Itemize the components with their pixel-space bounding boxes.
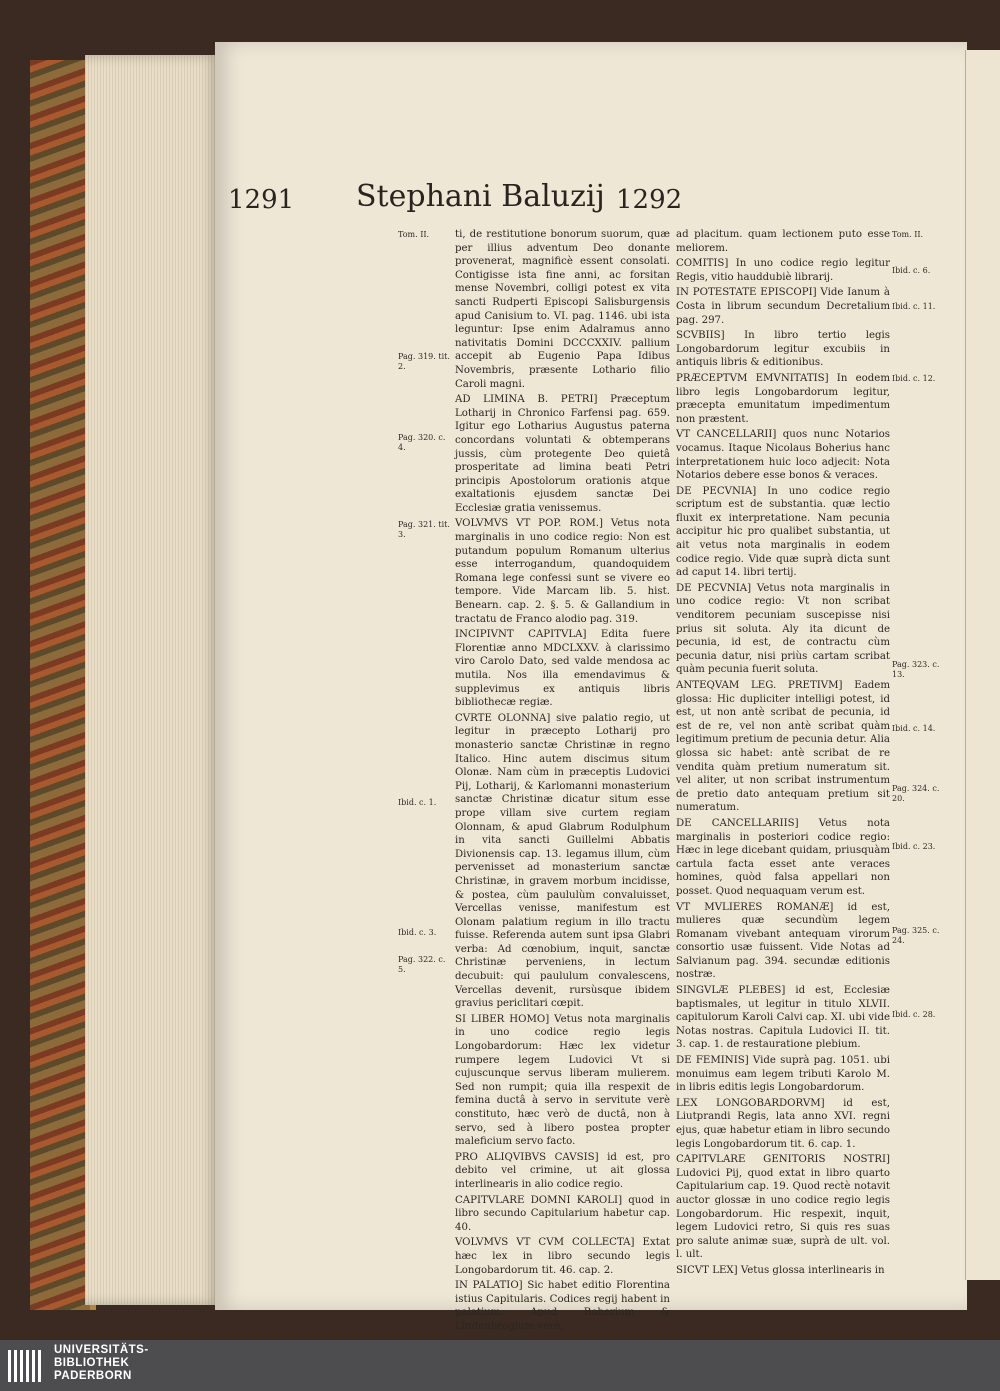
margin-note: Pag. 325. c. 24. bbox=[892, 926, 940, 945]
paragraph: INCIPIVNT CAPITVLA] Edita fuere Florentiæ anno MDCLXXV. à clarissimo viro Carolo Dato, sed valde mendosa ac mutila. Nos illa emendavimus & supplevimus ex antiquis libris bibliothecæ regiæ. bbox=[455, 629, 670, 709]
paragraph: CAPITVLARE DOMNI KAROLI] quod in libro secundo Capitularium habetur cap. 40. bbox=[455, 1194, 670, 1233]
margin-note: Pag. 324. c. 20. bbox=[892, 784, 940, 803]
paragraph: CVRTE OLONNA] sive palatio regio, ut legitur in præcepto Lotharij pro monasterio sanctæ Christinæ in regno Italico. Hinc autem discimus situm Olonæ. Nam cùm in præceptis Ludovici Pij, Lotharij, & Karlomanni monasterium sanctæ Christinæ dicatur situm esse prope villam sive curtem regiam Olonnam, & apud Glabrum Rodulphum in vita sancti Guillelmi Abbatis Divionensis cap. 13. legamus illum, cùm pervenisset ad monasterium sanctæ Christinæ, in gravem morbum incidisse, & postea, cùm paululùm convaluisset, Vercellas venisse, manifestum est Olonam palatium regium in illo tractu fuisse. Referenda autem sunt ipsa Glabri verba: Ad cœnobium, inquit, sanctæ Christinæ perveniens, in lectum decubuit: qui paululum convalescens, Vercellas devenit, rursùsque ibidem gravius periclitari cœpit. bbox=[455, 712, 670, 1010]
margin-note: Tom. II. bbox=[892, 230, 924, 239]
margin-note: Tom. II. bbox=[398, 230, 430, 239]
left-text-column bbox=[455, 228, 670, 1336]
paragraph: DE CANCELLARIIS] Vetus nota marginalis in posteriori codice regio: Hæc in lege dicebant quidam, priusquàm cartula facta esset ante veraces homines, quòd falsa appellari non posset. Quod nequaquam verum est. bbox=[676, 817, 890, 897]
margin-note: Ibid. c. 6. bbox=[892, 266, 931, 275]
paragraph: IN PALATIO] Sic habet editio Florentina istius Capitularis. Codices regij habent in palatium. Apud Boherium & Lindenbrogium verò, bbox=[455, 1280, 670, 1332]
paragraph: ANTEQVAM LEG. PRETIVM] Eadem glossa: Hic dupliciter intelligi potest, id est, ut non antè scribat de pecunia, id est de re, vel non antè scribat quàm legitimum pretium de pecunia detur. Alia glossa sic habet: antè scribat de re vendita quàm pretium numeratum sit. vel aliter, ut non scribat instrumentum de pretio dato antequam pretium sit numeratum. bbox=[676, 680, 890, 814]
right-text-column bbox=[676, 228, 890, 1280]
paragraph: VT CANCELLARII] quos nunc Notarios vocamus. Itaque Nicolaus Boherius hanc interpretationem huic loco adjecit: Nota Notarios debere esse bonos & veraces. bbox=[676, 429, 890, 482]
margin-note: Pag. 320. c. 4. bbox=[398, 433, 446, 452]
library-name bbox=[54, 1344, 149, 1383]
library-footer bbox=[0, 1340, 1000, 1391]
paragraph: VOLVMVS VT CVM COLLECTA] Extat hæc lex in libro secundo legis Longobardorum tit. 46. cap. 2. bbox=[455, 1237, 670, 1276]
paragraph: VT MVLIERES ROMANÆ] id est, mulieres quæ secundùm legem Romanam vivebant antequam virorum consortio usæ fuissent. Vide Notas ad Salvianum pag. 394. secundæ editionis nostræ. bbox=[676, 901, 890, 981]
paragraph: ad placitum. quam lectionem puto esse meliorem. bbox=[676, 229, 890, 254]
paragraph: IN POTESTATE EPISCOPI] Vide Ianum à Costa in librum secundum Decretalium pag. 297. bbox=[676, 287, 890, 326]
margin-note: Pag. 319. tit. 2. bbox=[398, 352, 450, 371]
library-name-line: PADERBORN bbox=[54, 1370, 132, 1382]
margin-note: Ibid. c. 23. bbox=[892, 842, 936, 851]
paragraph: PRÆCEPTVM EMVNITATIS] In eodem libro legis Longobardorum legitur, præcepta emunitatum impedimentum non præstent. bbox=[676, 372, 890, 425]
page-header bbox=[228, 145, 738, 215]
paragraph: DE FEMINIS] Vide suprà pag. 1051. ubi monuimus eam legem tributi Karolo M. in libris editis legis Longobardorum. bbox=[676, 1055, 890, 1094]
paragraph: DE PECVNIA] Vetus nota marginalis in uno codice regio: Vt non scribat venditorem pecuniam suscepisse nisi prius sit soluta. Aly ita dicunt de pecunia, id est, de contractu cùm pecunia datur, nisi priùs cartam scribat quàm pecunia fuerit soluta. bbox=[676, 582, 890, 676]
margin-note: Ibid. c. 1. bbox=[398, 798, 437, 807]
paragraph: ti, de restitutione bonorum suorum, quæ per illius adventum Deo donante provenerat, magnificè essent consolati. Contigisse ista fine anni, ac forsitan mense Novembri, colligi potest ex vita sancti Rudperti Episcopi Salisburgensis apud Canisium to. VI. pag. 1146. ubi ista leguntur: Ipse enim Adalramus anno nativitatis Domini DCCCXXIV. pallium accepit ab Eugenio Papa Idibus Novembris, præsente Lothario filio Caroli magni. bbox=[455, 229, 670, 390]
paragraph: SI LIBER HOMO] Vetus nota marginalis in uno codice regio legis Longobardorum: Hæc lex videtur rumpere legem Ludovici Vt si cujuscunque servus liberam mulierem. Sed non rumpit; quia illa respexit de femina ductâ à servo in servitute verè constituto, hæc verò de ductâ, non à servo, sed à libero postea propter maleficium servo facto. bbox=[455, 1013, 670, 1148]
margin-note: Pag. 322. c. 5. bbox=[398, 955, 446, 974]
paragraph: AD LIMINA B. PETRI] Præceptum Lotharij in Chronico Farfensi pag. 659. Igitur ego Lotharius Augustus paterna concordans voluntati & obtemperans jussis, cùm protegente Deo quietâ prosperitate ad limina beati Petri principis Apostolorum orationis atque exaltationis ejusdem sanctæ Dei Ecclesiæ gratia venissemus. bbox=[455, 394, 670, 514]
paragraph: LEX LONGOBARDORVM] id est, Liutprandi Regis, lata anno XVI. regni ejus, quæ habetur etiam in libro secundo legis Longobardorum tit. 6. cap. 1. bbox=[676, 1097, 890, 1150]
right-page-number: 1292 bbox=[616, 185, 683, 215]
margin-note: Pag. 323. c. 13. bbox=[892, 660, 940, 679]
library-name-line: BIBLIOTHEK bbox=[54, 1357, 130, 1369]
margin-note: Ibid. c. 3. bbox=[398, 928, 437, 937]
margin-note: Ibid. c. 11. bbox=[892, 302, 936, 311]
facing-page-edge bbox=[965, 50, 1000, 1280]
page-edges bbox=[85, 55, 220, 1305]
paragraph: SCVBIIS] In libro tertio legis Longobardorum legitur excubiis in antiquis libris & editionibus. bbox=[676, 330, 890, 369]
paragraph: CAPITVLARE GENITORIS NOSTRI] Ludovici Pij, quod extat in libro quarto Capitularium cap. 19. Quod rectè notavit auctor glossæ in uno codice regio legis Longobardorum. Hic respexit, inquit, legem Ludovici retro, Si quis res suas pro salute animæ suæ, suprà de ult. vol. l. ult. bbox=[676, 1154, 890, 1261]
left-page-number: 1291 bbox=[228, 185, 295, 215]
library-logo-icon bbox=[6, 1346, 46, 1386]
margin-note: Ibid. c. 14. bbox=[892, 724, 936, 733]
paragraph: SINGVLÆ PLEBES] id est, Ecclesiæ baptismales, ut legitur in titulo XLVII. capitulorum Karoli Calvi cap. XI. ubi vide Notas nostras. Capitula Ludovici II. tit. 3. cap. 1. de restauratione plebium. bbox=[676, 985, 890, 1051]
paragraph: SICVT LEX] Vetus glossa interlinearis in bbox=[676, 1264, 885, 1276]
margin-note: Ibid. c. 28. bbox=[892, 1010, 936, 1019]
margin-note: Ibid. c. 12. bbox=[892, 374, 936, 383]
running-title: Stephani Baluzij bbox=[356, 179, 605, 214]
paragraph: DE PECVNIA] In uno codice regio scriptum est de substantia. quæ lectio fluxit ex interpretatione. Nam pecunia accipitur hic pro qualibet substantia, ut ait vetus nota marginalis in eodem codice regio. Vide quæ suprà dicta sunt ad caput 14. libri tertij. bbox=[676, 485, 890, 579]
paragraph: COMITIS] In uno codice regio legitur Regis, vitio hauddubiè librarij. bbox=[676, 258, 890, 283]
paragraph: PRO ALIQVIBVS CAVSIS] id est, pro debito vel crimine, ut ait glossa interlinearis in alio codice regio. bbox=[455, 1151, 670, 1190]
paragraph: VOLVMVS VT POP. ROM.] Vetus nota marginalis in uno codice regio: Non est putandum populum Romanum ulterius esse interrogandum, quandoquidem Romana lege confessi sunt se vivere eo tempore. Vide Marcam lib. 5. hist. Benearn. cap. 2. §. 5. & Gallandium in tractatu de Franco alodio pag. 319. bbox=[455, 518, 670, 625]
library-name-line: UNIVERSITÄTS- bbox=[54, 1344, 149, 1356]
margin-note: Pag. 321. tit. 3. bbox=[398, 520, 450, 539]
